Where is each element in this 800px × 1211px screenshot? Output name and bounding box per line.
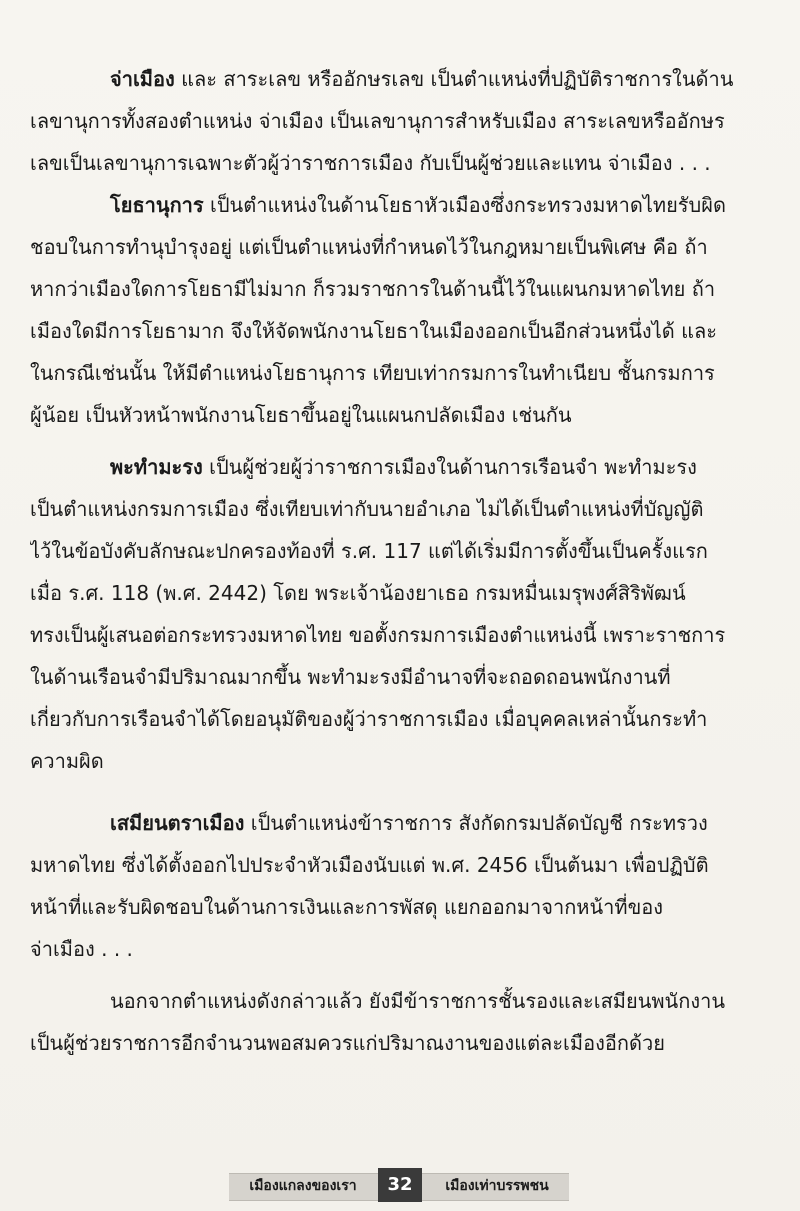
text-line: นอกจากตำแหน่งดังกล่าวแล้ว ยังมีข้าราชการชั้นรองและเสมียนพนักงาน xyxy=(110,989,725,1013)
text-line: ทรงเป็นผู้เสนอต่อกระทรวงมหาดไทย ขอตั้งกรมการเมืองตำแหน่งนี้ เพราะราชการ xyxy=(30,623,726,647)
text-line: เป็นตำแหน่งกรมการเมือง ซึ่งเทียบเท่ากับนายอำเภอ ไม่ได้เป็นตำแหน่งที่บัญญัติ xyxy=(30,497,704,521)
footer-section-title: เมืองเท่าบรรพชน xyxy=(445,1178,549,1194)
body-text xyxy=(30,58,768,1064)
text-line: หากว่าเมืองใดการโยธามีไม่มาก ก็รวมราชการในด้านนี้ไว้ในแผนกมหาดไทย ถ้า xyxy=(30,277,716,301)
text-line xyxy=(30,446,768,488)
text-line-content: และ สาระเลข หรืออักษรเลข เป็นตำแหน่งที่ปฏิบัติราชการในด้าน xyxy=(181,67,734,91)
text-line xyxy=(30,184,768,226)
page-number: 32 xyxy=(378,1168,422,1202)
text-line: เลขานุการทั้งสองตำแหน่ง จ่าเมือง เป็นเลขานุการสำหรับเมือง สาระเลขหรืออักษร xyxy=(30,109,725,133)
text-line: เกี่ยวกับการเรือนจำได้โดยอนุมัติของผู้ว่าราชการเมือง เมื่อบุคคลเหล่านั้นกระทำ xyxy=(30,707,708,731)
text-line-content: เป็นผู้ช่วยผู้ว่าราชการเมืองในด้านการเรือนจำ พะทำมะรง xyxy=(209,455,697,479)
footer-book-title: เมืองแกลงของเรา xyxy=(249,1178,357,1194)
text-line: ไว้ในข้อบังคับลักษณะปกครองท้องที่ ร.ศ. 117 แต่ได้เริ่มมีการตั้งขึ้นเป็นครั้งแรก xyxy=(30,539,708,563)
text-line xyxy=(30,58,768,100)
text-line: ความผิด xyxy=(30,749,104,773)
text-line: เลขเป็นเลขานุการเฉพาะตัวผู้ว่าราชการเมือง กับเป็นผู้ช่วยและแทน จ่าเมือง . . . xyxy=(30,151,711,175)
text-line xyxy=(30,802,768,844)
term-samian-tra-mueang: เสมียนตราเมือง xyxy=(110,811,245,835)
paragraph-yotha-nukan xyxy=(30,184,768,436)
term-yotha-nukan: โยธานุการ xyxy=(110,193,204,217)
text-line-content: เป็นตำแหน่งในด้านโยธาหัวเมืองซึ่งกระทรวงมหาดไทยรับผิด xyxy=(210,193,726,217)
term-cha-mueang: จ่าเมือง xyxy=(110,67,175,91)
text-line: มหาดไทย ซึ่งได้ตั้งออกไปประจำหัวเมืองนับแต่ พ.ศ. 2456 เป็นต้นมา เพื่อปฏิบัติ xyxy=(30,853,709,877)
text-line: เมื่อ ร.ศ. 118 (พ.ศ. 2442) โดย พระเจ้าน้องยาเธอ กรมหมื่นเมรุพงศ์สิริพัฒน์ xyxy=(30,581,686,605)
paragraph-conclusion xyxy=(30,980,768,1064)
paragraph-samian-tra-mueang xyxy=(30,802,768,970)
text-line: เมืองใดมีการโยธามาก จึงให้จัดพนักงานโยธาในเมืองออกเป็นอีกส่วนหนึ่งได้ และ xyxy=(30,319,717,343)
paragraph-pha-tham-ma-rong xyxy=(30,446,768,782)
text-line: ผู้น้อย เป็นหัวหน้าพนักงานโยธาขึ้นอยู่ในแผนกปลัดเมือง เช่นกัน xyxy=(30,403,572,427)
text-line: เป็นผู้ช่วยราชการอีกจำนวนพอสมควรแก่ปริมาณงานของแต่ละเมืองอีกด้วย xyxy=(30,1031,665,1055)
text-line: ชอบในการทำนุบำรุงอยู่ แต่เป็นตำแหน่งที่กำหนดไว้ในกฎหมายเป็นพิเศษ คือ ถ้า xyxy=(30,235,708,259)
text-line: หน้าที่และรับผิดชอบในด้านการเงินและการพัสดุ แยกออกมาจากหน้าที่ของ xyxy=(30,895,664,919)
page-footer xyxy=(0,1160,800,1200)
term-pha-tham-ma-rong: พะทำมะรง xyxy=(110,455,203,479)
text-line: ในกรณีเช่นนั้น ให้มีตำแหน่งโยธานุการ เทียบเท่ากรมการในทำเนียบ ชั้นกรมการ xyxy=(30,361,715,385)
text-line: จ่าเมือง . . . xyxy=(30,937,133,961)
text-line: ในด้านเรือนจำมีปริมาณมากขึ้น พะทำมะรงมีอำนาจที่จะถอดถอนพนักงานที่ xyxy=(30,665,671,689)
text-line-content: เป็นตำแหน่งข้าราชการ สังกัดกรมปลัดบัญชี กระทรวง xyxy=(250,811,708,835)
paragraph-cha-mueang xyxy=(30,58,768,184)
